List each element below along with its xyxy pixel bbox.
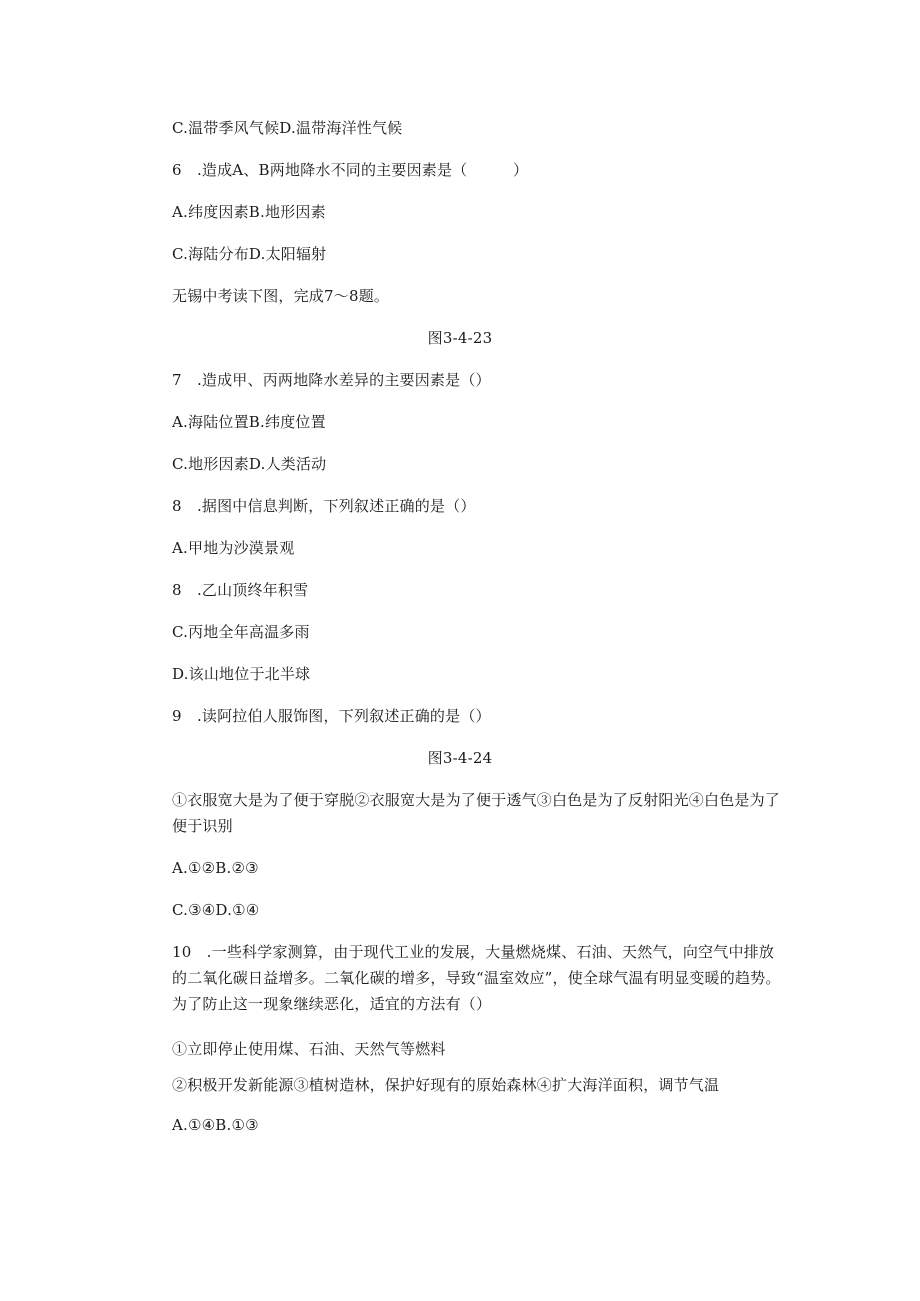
q8-option-b: 8 .乙山顶终年积雪 <box>172 581 309 599</box>
q8-stem: 8 .据图中信息判断，下列叙述正确的是（） <box>172 497 476 515</box>
q10-statement-1: ①立即停止使用煤、石油、天然气等燃料 <box>172 1040 446 1058</box>
q6-stem: 6 .造成A、B两地降水不同的主要因素是（ ） <box>172 161 529 179</box>
q7-8-instruction: 无锡中考读下图，完成7～8题。 <box>172 287 390 305</box>
figure-caption-3-4-23: 图3-4-23 <box>427 329 493 347</box>
q9-options-cd: C.③④D.①④ <box>172 901 260 919</box>
q9-options-ab: A.①②B.②③ <box>172 859 259 877</box>
q10-statements-2-4: ②积极开发新能源③植树造林，保护好现有的原始森林④扩大海洋面积，调节气温 <box>172 1076 720 1094</box>
q9-stem: 9 .读阿拉伯人服饰图，下列叙述正确的是（） <box>172 707 491 725</box>
figure-caption-3-4-24: 图3-4-24 <box>427 749 493 767</box>
q10-options-ab: A.①④B.①③ <box>172 1116 259 1134</box>
q8-option-a: A.甲地为沙漠景观 <box>172 539 295 557</box>
q7-options-ab: A.海陆位置B.纬度位置 <box>172 413 326 431</box>
q5-options-cd: C.温带季风气候D.温带海洋性气候 <box>172 119 403 137</box>
q6-options-cd: C.海陆分布D.太阳辐射 <box>172 245 327 263</box>
q7-options-cd: C.地形因素D.人类活动 <box>172 455 327 473</box>
q9-statements: ①衣服宽大是为了便于穿脱②衣服宽大是为了便于透气③白色是为了反射阳光④白色是为了便于识别 <box>172 791 781 835</box>
q10-stem: 10 .一些科学家测算，由于现代工业的发展，大量燃烧煤、石油、天然气，向空气中排放的二氧化碳日益增多。二氧化碳的增多，导致“温室效应”，使全球气温有明显变暖的趋势。为了防止这一现象继续恶化，适宜的方法有（） <box>172 943 781 1013</box>
q6-options-ab: A.纬度因素B.地形因素 <box>172 203 326 221</box>
q8-option-c: C.丙地全年高温多雨 <box>172 623 310 641</box>
q8-option-d: D.该山地位于北半球 <box>172 665 311 683</box>
q7-stem: 7 .造成甲、丙两地降水差异的主要因素是（） <box>172 371 491 389</box>
